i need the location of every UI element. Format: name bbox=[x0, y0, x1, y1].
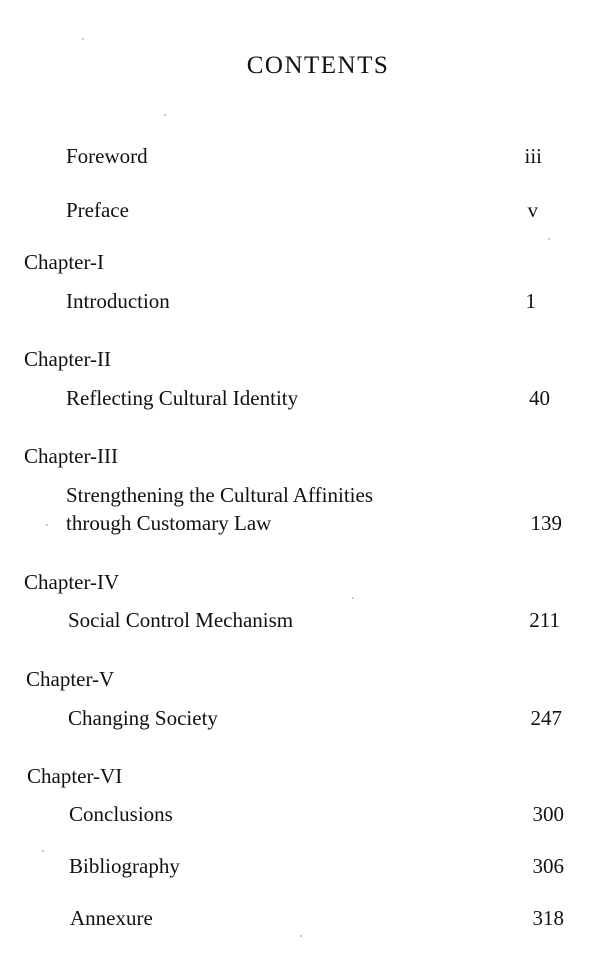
chapter-heading-1: Chapter-I bbox=[24, 250, 105, 274]
scan-speck bbox=[164, 114, 166, 116]
toc-page-bibliography: 306 bbox=[532, 854, 564, 878]
scan-speck bbox=[300, 935, 302, 937]
scan-speck bbox=[352, 597, 354, 599]
toc-page-strengthening: 139 bbox=[530, 511, 562, 535]
toc-entry-social-control-mechanism: Social Control Mechanism bbox=[68, 608, 294, 632]
toc-page-foreword: iii bbox=[524, 144, 542, 168]
toc-entry-changing-society: Changing Society bbox=[68, 706, 218, 730]
chapter-heading-4: Chapter-IV bbox=[24, 570, 120, 594]
toc-page-introduction: 1 bbox=[525, 289, 536, 313]
chapter-heading-5: Chapter-V bbox=[26, 667, 115, 691]
toc-entry-introduction: Introduction bbox=[66, 289, 170, 313]
toc-entry-conclusions: Conclusions bbox=[69, 802, 173, 826]
toc-entry-annexure: Annexure bbox=[70, 906, 153, 930]
toc-entry-bibliography: Bibliography bbox=[69, 854, 180, 878]
toc-page-conclusions: 300 bbox=[532, 802, 564, 826]
scan-speck bbox=[46, 524, 48, 526]
page-title: CONTENTS bbox=[246, 52, 390, 79]
toc-entry-strengthening-line2: through Customary Law bbox=[66, 511, 272, 535]
chapter-heading-3: Chapter-III bbox=[24, 444, 119, 468]
scan-speck bbox=[42, 850, 44, 852]
scan-speck bbox=[548, 238, 550, 240]
chapter-heading-6: Chapter-VI bbox=[27, 764, 123, 788]
toc-page-preface: v bbox=[527, 198, 538, 222]
toc-entry-preface: Preface bbox=[66, 198, 129, 222]
toc-page-annexure: 318 bbox=[532, 906, 564, 930]
toc-entry-strengthening-line1: Strengthening the Cultural Affinities bbox=[66, 483, 373, 507]
toc-page-reflecting-cultural-identity: 40 bbox=[529, 386, 550, 410]
chapter-heading-2: Chapter-II bbox=[24, 347, 112, 371]
toc-page-changing-society: 247 bbox=[530, 706, 562, 730]
toc-page-social-control-mechanism: 211 bbox=[529, 608, 560, 632]
toc-entry-foreword: Foreword bbox=[66, 144, 148, 168]
scan-speck bbox=[82, 38, 84, 40]
toc-entry-reflecting-cultural-identity: Reflecting Cultural Identity bbox=[66, 386, 299, 410]
